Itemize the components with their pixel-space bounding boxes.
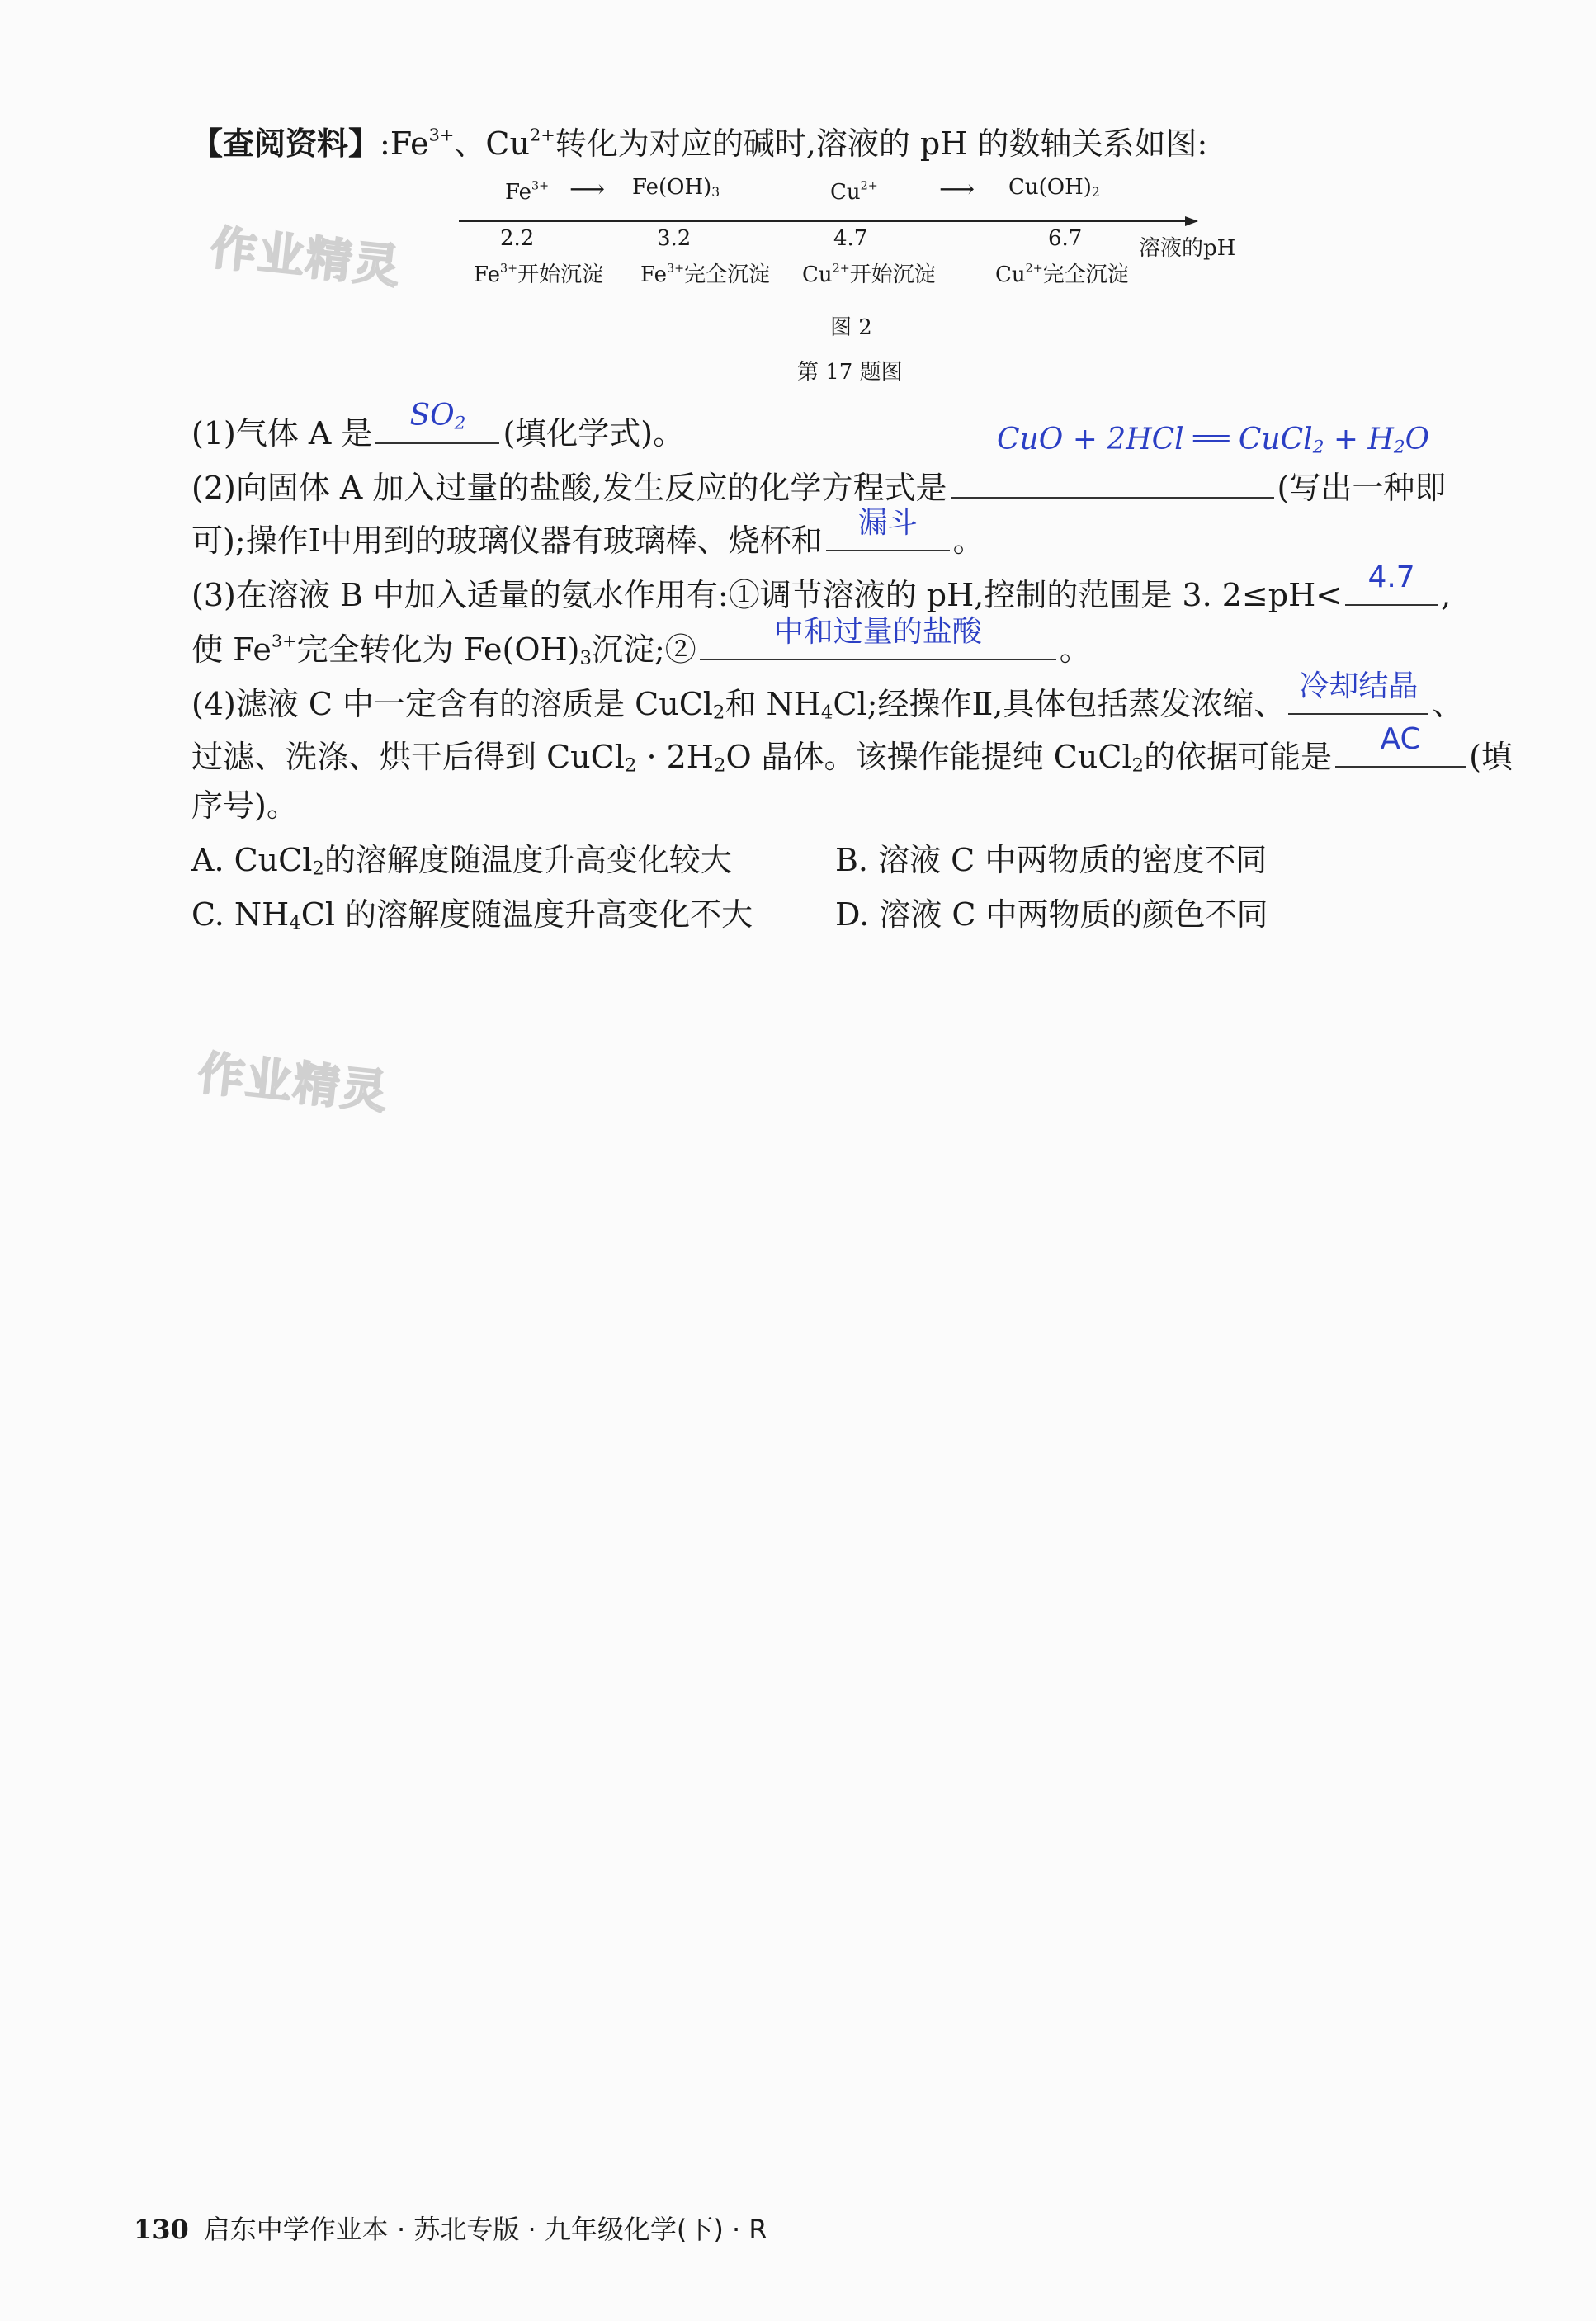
figure-caption: 第 17 题图 — [797, 360, 903, 385]
axis-end-label: 溶液的pH — [1139, 236, 1236, 261]
option-b: B. 溶液 C 中两物质的密度不同 — [835, 842, 1268, 878]
handwritten-answer: 4.7 — [1367, 560, 1415, 594]
answer-blank-q3-ph[interactable] — [1345, 560, 1438, 606]
tick-label: 6.7 — [1048, 226, 1083, 251]
label-fe-complete-precipitate: $Fe^{3+}$完全沉淀 — [640, 262, 771, 287]
answer-blank-q2-equation[interactable] — [951, 462, 1274, 499]
watermark-logo: 作业精灵 — [195, 1047, 392, 1120]
option-c: C. $NH_4Cl$ 的溶解度随温度升高变化不大 — [191, 896, 753, 934]
reference-title: 【查阅资料】 — [191, 125, 380, 162]
question-4-line-1: (4)滤液 C 中一定含有的溶质是 CuCl$_2$和 $NH_4Cl$;经操作Ⅱ,具体包括蒸发浓缩、 冷却结晶 、 — [191, 678, 1463, 726]
answer-blank-q4-operation[interactable] — [1288, 669, 1428, 715]
question-3-line-1: (3)在溶液 B 中加入适量的氨水作用有:①调节溶液的 pH,控制的范围是 3. 2≤pH< 4.7 , — [191, 570, 1451, 617]
label-fe-start-precipitate: $Fe^{3+}$开始沉淀 — [474, 262, 604, 287]
watermark-logo: 作业精灵 — [207, 221, 404, 295]
question-1: (1)气体 A 是 $SO_2$ (填化学式)。 — [191, 408, 684, 455]
option-d: D. 溶液 C 中两物质的颜色不同 — [835, 896, 1268, 933]
question-4-line-2: 过滤、洗涤、烘干后得到 CuCl$_2$ · $2H_2O$ 晶体。该操作能提纯 CuCl$_2$的依据可能是 AC (填 — [191, 731, 1513, 778]
page-number: 130 — [134, 2214, 189, 2245]
figure-label: 图 2 — [830, 315, 872, 340]
label-cu-start-precipitate: $Cu^{2+}$开始沉淀 — [802, 262, 936, 287]
handwritten-answer: 冷却结晶 — [1299, 669, 1419, 703]
arrow-label: ⟶ — [939, 175, 975, 204]
tick-label: 3.2 — [657, 226, 692, 251]
arrow-label: ⟶ — [569, 175, 606, 204]
handwritten-answer: 漏斗 — [857, 506, 918, 540]
question-2-line-2: 可);操作Ⅰ中用到的玻璃仪器有玻璃棒、烧杯和 漏斗 。 — [191, 515, 985, 562]
page-footer — [134, 2209, 767, 2247]
answer-blank-q3-purpose[interactable] — [700, 615, 1056, 660]
reference-intro: 【查阅资料】$:Fe^{3+}$、$Cu^{2+}$转化为对应的碱时,溶液的 pH 的数轴关系如图: — [191, 125, 1208, 162]
book-title: 启东中学作业本 · 苏北专版 · 九年级化学(下) · R — [203, 2214, 767, 2245]
answer-blank-q1[interactable] — [375, 399, 499, 444]
answer-blank-q4-choice[interactable] — [1335, 722, 1466, 768]
label-cu-complete-precipitate: $Cu^{2+}$完全沉淀 — [995, 262, 1129, 287]
question-2-line-1: (2)向固体 A 加入过量的盐酸,发生反应的化学方程式是 (写出一种即 — [191, 462, 1446, 509]
label-cu-ion: $Cu^{2+}$ — [830, 179, 878, 205]
label-cu-hydroxide: $Cu(OH)_2$ — [1008, 175, 1100, 201]
question-3-line-2: 使 $Fe^{3+}$完全转化为 $Fe(OH)_3$沉淀;② 中和过量的盐酸 。 — [191, 624, 1091, 671]
handwritten-equation-answer: CuO + 2HCl ══ CuCl$_2$ + $H_2O$ — [997, 423, 1430, 458]
handwritten-answer: AC — [1380, 722, 1421, 756]
answer-blank-q2-instrument[interactable] — [826, 506, 950, 551]
question-4-line-3: 序号)。 — [191, 787, 298, 824]
handwritten-answer: $SO_2$ — [409, 399, 466, 434]
handwritten-answer: 中和过量的盐酸 — [773, 615, 982, 649]
tick-label: 4.7 — [833, 226, 868, 251]
tick-label: 2.2 — [500, 226, 535, 251]
label-fe-hydroxide: $Fe(OH)_3$ — [632, 175, 720, 201]
label-fe-ion: $Fe^{3+}$ — [505, 179, 550, 205]
option-a: A. CuCl$_2$的溶解度随温度升高变化较大 — [191, 842, 732, 880]
